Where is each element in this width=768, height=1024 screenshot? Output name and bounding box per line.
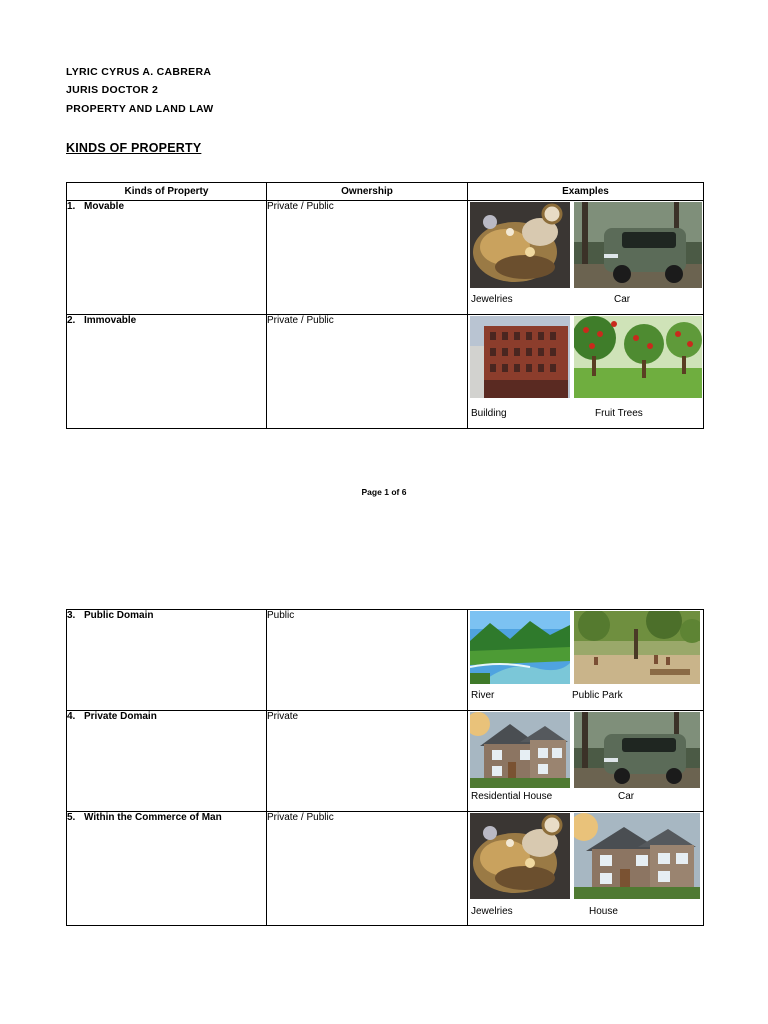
row-number: 5.: [67, 812, 76, 823]
house-image: [470, 712, 570, 788]
ownership-cell: Private / Public: [267, 812, 468, 926]
page-number: Page 1 of 6: [361, 487, 407, 497]
table-row: [67, 711, 704, 812]
property-table-2: [66, 609, 704, 926]
jewelry-image: [470, 813, 570, 899]
kind-cell: [67, 711, 267, 812]
example-label: Public Park: [572, 690, 623, 701]
building-image: [470, 316, 570, 398]
examples-cell: [468, 315, 704, 429]
fruit-trees-image: [574, 316, 702, 398]
table-row: [67, 812, 704, 926]
row-number: 3.: [67, 610, 76, 621]
car-image: [574, 712, 700, 788]
jewelry-image: [470, 202, 570, 288]
example-label: Jewelries: [471, 294, 513, 305]
row-number: 2.: [67, 315, 76, 326]
park-image: [574, 611, 700, 684]
kind-cell: [67, 812, 267, 926]
ownership-cell: Public: [267, 610, 468, 711]
examples-cell: [468, 812, 704, 926]
subject-name: PROPERTY AND LAND LAW: [66, 103, 214, 115]
ownership-cell: Private: [267, 711, 468, 812]
examples-cell: [468, 610, 704, 711]
row-number: 1.: [67, 201, 76, 212]
author-name: LYRIC CYRUS A. CABRERA: [66, 66, 212, 78]
ownership-cell: Private / Public: [267, 201, 468, 315]
kind-cell: [67, 315, 267, 429]
example-label: Building: [471, 408, 507, 419]
table-row: [67, 610, 704, 711]
example-label: Jewelries: [471, 906, 513, 917]
kind-label: Movable: [84, 201, 125, 212]
example-label: River: [471, 690, 495, 701]
column-header-kind: Kinds of Property: [67, 183, 267, 201]
kind-label: Immovable: [84, 315, 137, 326]
document-title: KINDS OF PROPERTY: [66, 141, 202, 155]
example-label: Car: [614, 294, 631, 305]
example-label: Car: [618, 791, 635, 802]
kind-cell: [67, 201, 267, 315]
kind-label: Within the Commerce of Man: [84, 812, 222, 823]
examples-cell: [468, 201, 704, 315]
example-label: Residential House: [471, 791, 553, 802]
table-header-row: [67, 183, 704, 201]
examples-cell: [468, 711, 704, 812]
row-number: 4.: [67, 711, 76, 722]
kind-label: Public Domain: [84, 610, 154, 621]
property-table-1: [66, 182, 704, 429]
example-label: House: [589, 906, 618, 917]
kind-label: Private Domain: [84, 711, 157, 722]
table-row: [67, 201, 704, 315]
ownership-cell: Private / Public: [267, 315, 468, 429]
kind-cell: [67, 610, 267, 711]
river-image: [470, 611, 570, 684]
car-image: [574, 202, 702, 288]
course-name: JURIS DOCTOR 2: [66, 84, 159, 96]
column-header-examples: Examples: [468, 183, 704, 201]
house-image: [574, 813, 700, 899]
table-row: [67, 315, 704, 429]
column-header-ownership: Ownership: [267, 183, 468, 201]
example-label: Fruit Trees: [595, 408, 643, 419]
